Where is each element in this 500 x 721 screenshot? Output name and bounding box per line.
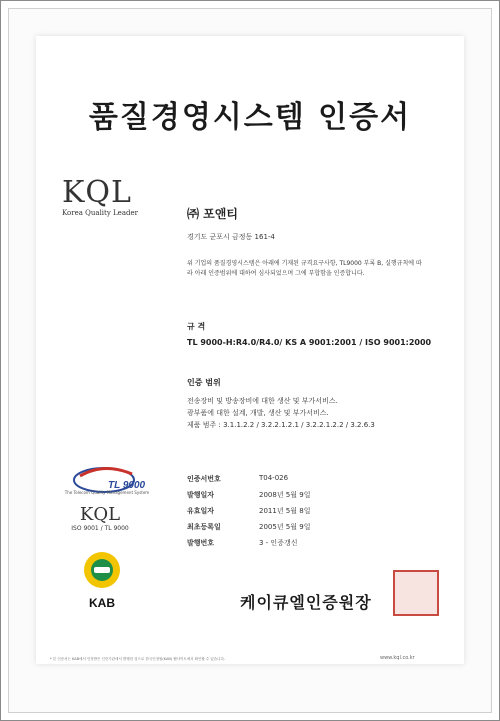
info-key: 최초등록일 — [187, 523, 221, 531]
info-key: 발행번호 — [187, 539, 215, 547]
company-address: 경기도 군포시 금정동 161-4 — [187, 233, 275, 241]
info-value: T04-026 — [259, 474, 289, 482]
kql-small-logo — [70, 505, 130, 532]
kql-small-letters: KQL — [79, 504, 121, 525]
certification-statement: 위 기업의 품질경영시스템은 아래에 기재된 규격요구사항, TL9000 부록 B, 실행규칙에 따라 아래 인증범위에 대하여 심사되었으며 그에 부합함을 인증합니다. — [187, 260, 422, 277]
scope-line: 광부품에 대한 설계, 개발, 생산 및 부가서비스. — [187, 409, 329, 417]
info-key: 인증서번호 — [187, 475, 221, 483]
footer-note: * 본 인증서는 KAB에서 인정받은 인증기관에서 발행한 것으로 한국인정원(KAB) 웹사이트에서 확인할 수 있습니다. — [50, 657, 226, 661]
issuer-name: 케이큐엘인증원장 — [240, 593, 372, 612]
info-value: 2011년 5월 8일 — [259, 507, 311, 515]
official-seal-icon — [393, 570, 439, 616]
tl9000-caption: The Telecom Quality Management System — [64, 490, 150, 495]
company-name: ㈜ 포앤티 — [187, 207, 238, 221]
kab-logo — [72, 550, 132, 610]
kql-small-subtitle: ISO 9001 / TL 9000 — [71, 525, 129, 532]
kql-logo — [62, 175, 152, 217]
scope-label: 인증 범위 — [187, 378, 221, 387]
kql-logo-letters: KQL — [62, 175, 132, 210]
kab-label: KAB — [89, 596, 115, 610]
standard-value: TL 9000-H:R4.0/R4.0/ KS A 9001:2001 / ISO 9001:2000 — [187, 338, 432, 347]
info-value: 2008년 5월 9일 — [259, 491, 311, 499]
scope-line: 제품 범주 : 3.1.1.2.2 / 3.2.2.1.2.1 / 3.2.2.1.2.2 / 3.2.6.3 — [187, 421, 375, 429]
kab-emblem-icon — [72, 550, 132, 590]
scope-line: 전송장비 및 방송장비에 대한 생산 및 부가서비스. — [187, 397, 338, 405]
info-key: 발행일자 — [187, 491, 215, 499]
footer-url: www.kql.co.kr — [380, 655, 415, 661]
certificate-title: 품질경영시스템 인증서 — [88, 100, 412, 135]
info-value: 2005년 5월 9일 — [259, 523, 311, 531]
scope-list — [187, 395, 447, 431]
info-value: 3 - 인증갱신 — [259, 539, 298, 547]
info-key: 유효일자 — [187, 507, 215, 515]
tl9000-logo-text: TL 9000 — [108, 480, 146, 491]
standard-label: 규 격 — [187, 322, 206, 331]
kql-logo-subtitle: Korea Quality Leader — [62, 209, 138, 217]
